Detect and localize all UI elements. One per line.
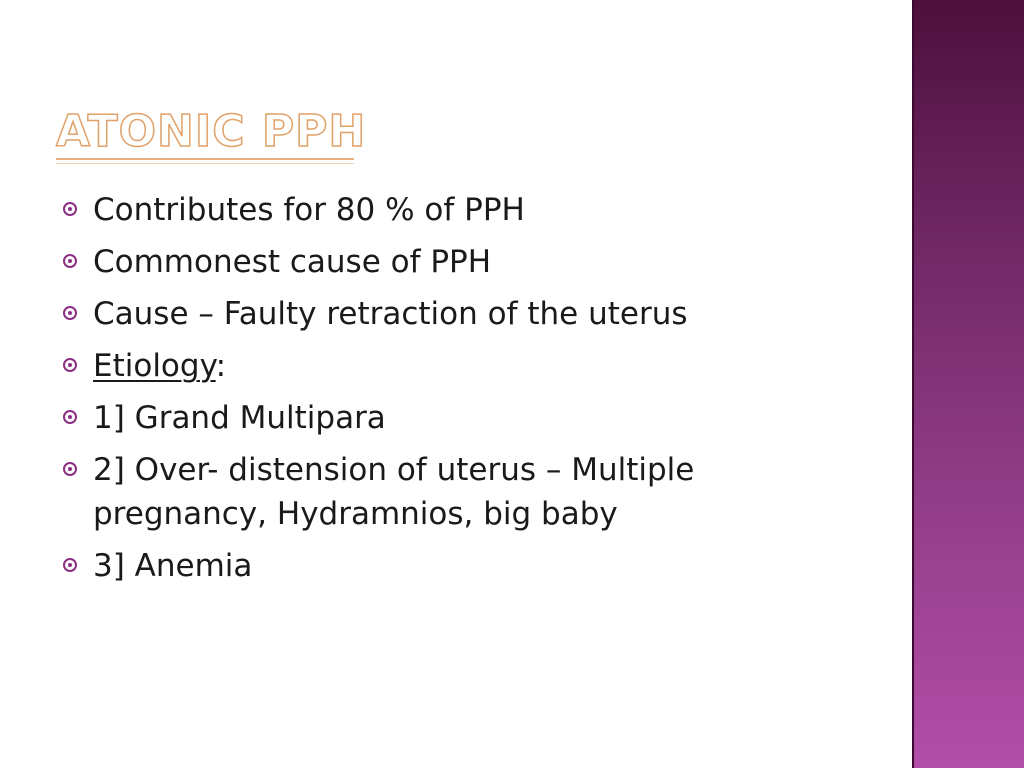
title-underline xyxy=(56,158,354,164)
bullet-text-underlined: Etiology xyxy=(93,348,216,384)
bullet-text: Cause – Faulty retraction of the uterus xyxy=(93,296,688,332)
bullet-icon xyxy=(63,462,77,476)
bullet-item xyxy=(60,240,820,284)
bullet-icon xyxy=(63,202,77,216)
bullet-text: 2] Over- distension of uterus – Multiple pregnancy, Hydramnios, big baby xyxy=(93,452,695,532)
slide-title: ATONIC PPH xyxy=(56,106,367,157)
bullet-icon xyxy=(63,410,77,424)
bullet-list xyxy=(60,188,820,596)
bullet-item xyxy=(60,544,820,588)
bullet-item xyxy=(60,448,820,536)
bullet-text-suffix: : xyxy=(215,348,227,384)
bullet-text: 3] Anemia xyxy=(93,548,253,584)
bullet-icon xyxy=(63,254,77,268)
decorative-side-bar xyxy=(912,0,1024,768)
bullet-item xyxy=(60,188,820,232)
bullet-item xyxy=(60,396,820,440)
bullet-text: Contributes for 80 % of PPH xyxy=(93,192,525,228)
bullet-icon xyxy=(63,358,77,372)
bullet-text: Commonest cause of PPH xyxy=(93,244,492,280)
bullet-text: 1] Grand Multipara xyxy=(93,400,386,436)
bullet-icon xyxy=(63,558,77,572)
bullet-icon xyxy=(63,306,77,320)
bullet-item xyxy=(60,344,820,388)
bullet-item xyxy=(60,292,820,336)
